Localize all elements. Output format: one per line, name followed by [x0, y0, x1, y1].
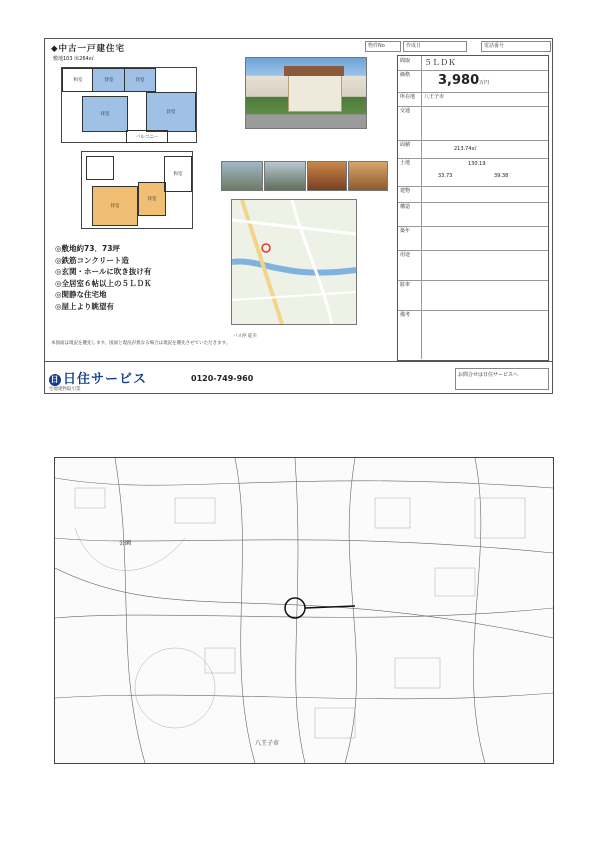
room-washitsu: 和室: [62, 68, 94, 92]
price-unit: 万円: [479, 80, 490, 86]
spec-label: 交通: [398, 106, 422, 140]
spec-label: 築年: [398, 226, 422, 250]
spec-row-built: [398, 226, 548, 251]
floorplan-1f: [61, 67, 197, 143]
property-flyer: [44, 38, 553, 394]
spec-layout-value: ５ＬＤＫ: [424, 58, 456, 67]
company-logo: [49, 368, 147, 387]
feature-item: ◎屋上より眺望有: [55, 301, 115, 311]
area-land2-value: 33.73: [438, 173, 453, 179]
created-date-label: 作成日: [403, 41, 467, 52]
spec-label: 駐車: [398, 280, 422, 310]
room-stair: [86, 156, 114, 180]
company-phone: 0120-749-960: [191, 374, 254, 383]
phone-label: 電話番号: [481, 41, 551, 52]
interior-photo-1: [307, 161, 347, 191]
feature-list: [55, 243, 225, 312]
license-text: 宅地建物取引業: [49, 387, 81, 392]
area-land-value: 130.19: [468, 161, 486, 167]
flyer-title: ◆中古一戸建住宅: [51, 44, 126, 54]
flyer-footer: [45, 361, 552, 394]
room-6: 洋室: [138, 182, 166, 216]
floorplan-2f: [81, 151, 193, 229]
spec-row-use: [398, 250, 548, 281]
feature-item: ◎全居室６帖以上の５ＬＤＫ: [55, 278, 152, 288]
spec-row-building: [398, 186, 548, 203]
feature-item: ◎鉄筋コンクリート造: [55, 255, 129, 265]
spec-row-price: [398, 70, 548, 93]
room-3: 洋室: [82, 96, 128, 132]
spec-row-access: [398, 106, 548, 141]
room-5: 洋室: [92, 186, 138, 226]
view-photo-1: [221, 161, 263, 191]
spec-row-layout: [398, 56, 548, 71]
view-photo-2: [264, 161, 306, 191]
spec-label: 建物: [398, 186, 422, 202]
floorplan-area: [51, 55, 211, 209]
spec-table: [397, 55, 549, 361]
spec-label: 所在地: [398, 92, 422, 106]
company-name: 日住サービス: [63, 372, 148, 387]
room-1: 洋室: [92, 68, 126, 92]
feature-item: ◎敷地約73．73坪: [55, 244, 120, 253]
house-photo: [245, 57, 367, 129]
map-caption: バス停 徒歩: [233, 334, 257, 339]
spec-row-land: [398, 158, 548, 187]
spec-label: 用途: [398, 250, 422, 280]
house-facade: [288, 74, 342, 112]
spec-row-notes: [398, 310, 548, 359]
balcony: バルコニー: [126, 130, 168, 143]
logo-mark: 日: [50, 375, 60, 384]
room-2: 洋室: [124, 68, 156, 92]
spec-label: 価格: [398, 70, 422, 92]
property-number-label: 物件No: [365, 41, 401, 52]
spec-row-structure: [398, 202, 548, 227]
area-unit: ㎡: [471, 146, 477, 152]
price-value: 3,980: [438, 73, 480, 88]
room-7: 和室: [164, 156, 192, 192]
spec-label: 間取: [398, 56, 422, 70]
location-map-roads: [232, 200, 356, 324]
feature-item: ◎閑静な住宅地: [55, 290, 107, 299]
contact-notice: お問合せは日住サービスへ: [455, 368, 549, 390]
spec-label: 備考: [398, 310, 422, 359]
route-map: [54, 457, 554, 764]
spec-label: 構造: [398, 202, 422, 226]
area-building-value: 213.74: [454, 146, 472, 152]
house-roof: [284, 66, 344, 76]
park-label: 公園: [119, 540, 132, 547]
address-value: 八王子市: [424, 94, 445, 100]
floorplan-caption: 敷地103 床264㎡: [53, 56, 94, 62]
flyer-header: [45, 39, 552, 53]
disclaimer-text: 本図面は現況を優先します。図面と現況が異なる場合は現況を優先させていただきます。: [51, 341, 231, 346]
spec-row-parking: [398, 280, 548, 311]
interior-photo-2: [348, 161, 388, 191]
location-map: [231, 199, 357, 325]
spec-label: 土地: [398, 158, 422, 186]
room-4: 洋室: [146, 92, 196, 132]
feature-item: ◎玄関・ホールに吹き抜け有: [55, 267, 152, 276]
spec-row-address: [398, 92, 548, 107]
spec-label: 面積: [398, 140, 422, 158]
spec-row-area: [398, 140, 548, 159]
area-label: 八王子市: [255, 740, 280, 747]
route-map-lines: [55, 458, 553, 763]
area-extra-value: 39.38: [494, 173, 509, 179]
